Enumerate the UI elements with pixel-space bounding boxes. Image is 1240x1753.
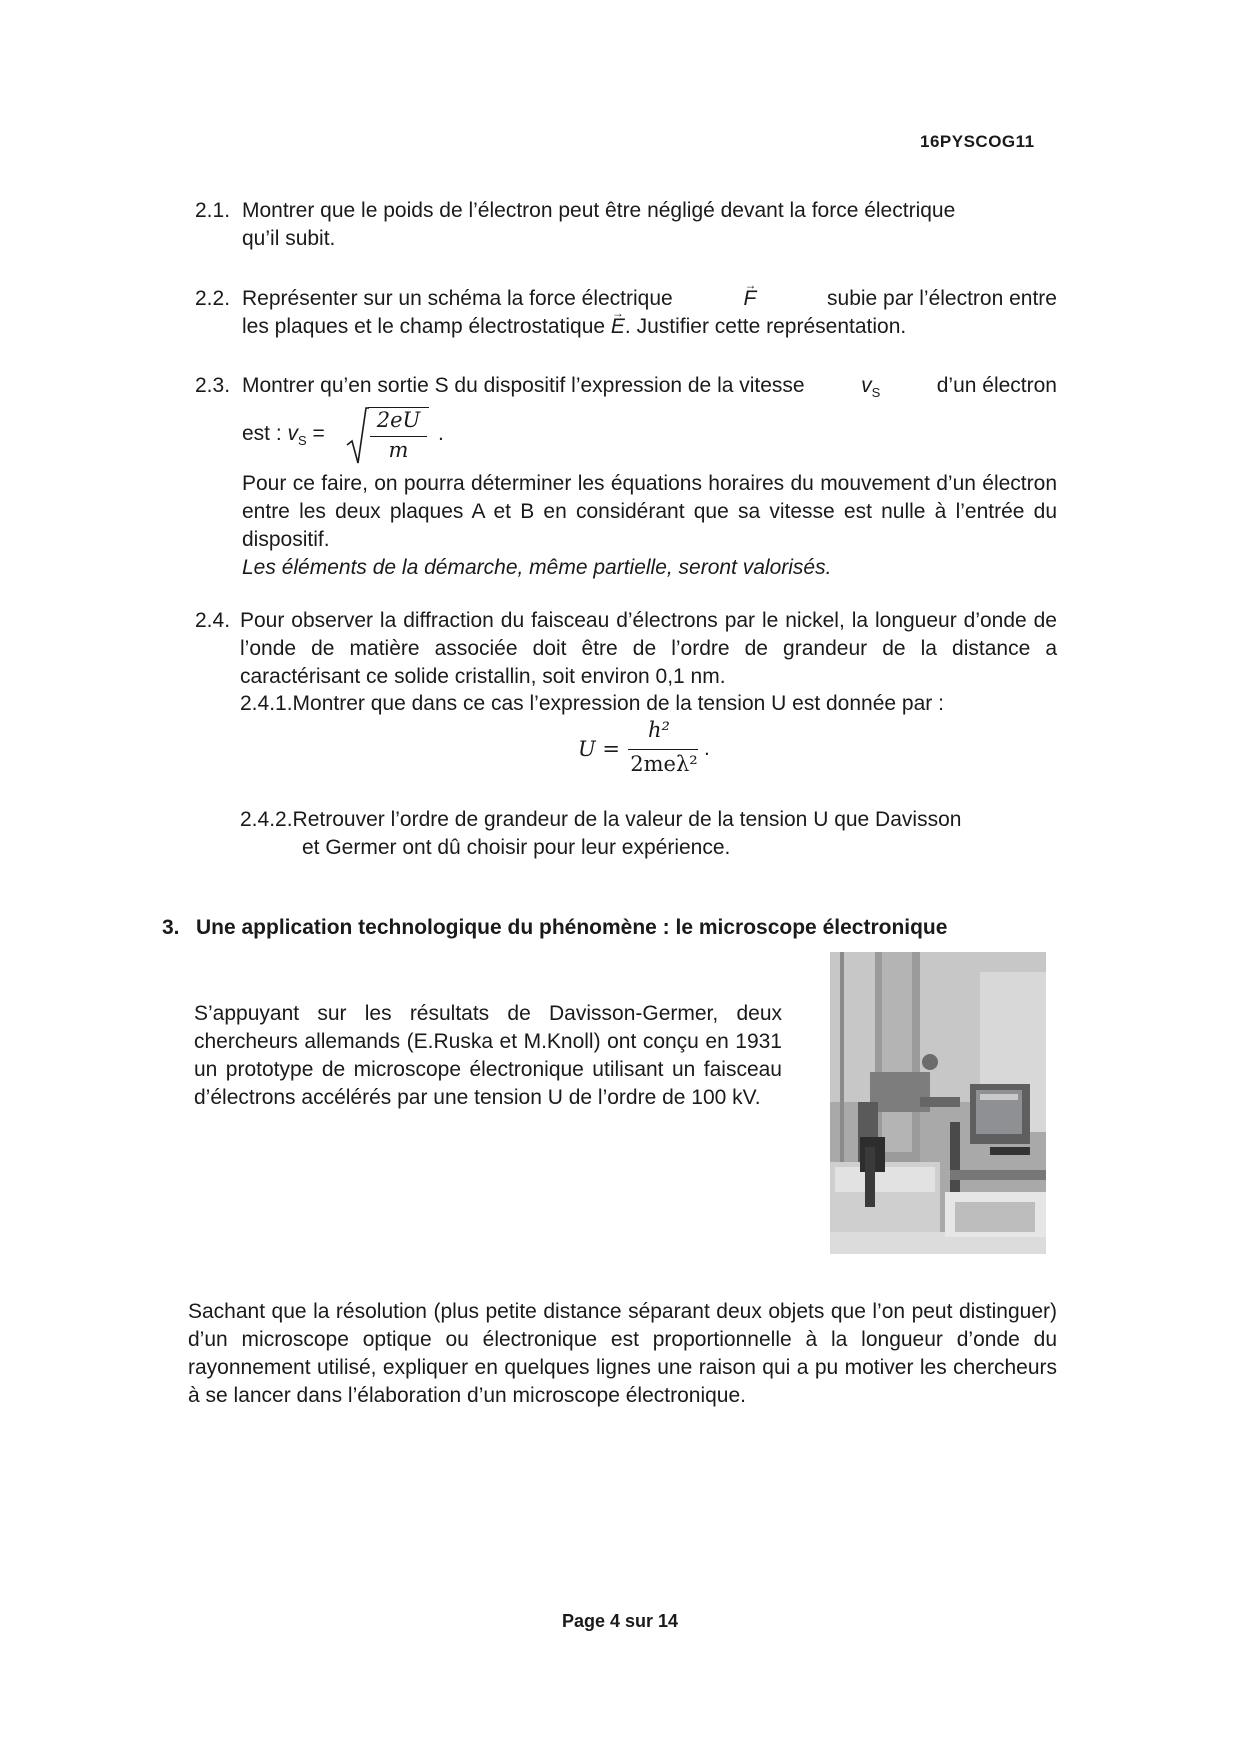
q22-part3: les plaques et le champ électrostatique — [242, 315, 606, 338]
formula-est-label: est : — [242, 422, 282, 445]
q22-part2: subie par l’électron entre — [827, 287, 1057, 310]
formula-u-period: . — [704, 737, 710, 760]
q21-line1: Montrer que le poids de l’électron peut être négligé devant la force électrique — [242, 199, 956, 222]
sqrt-fraction-bar — [370, 436, 427, 437]
q24-number: 2.4. — [195, 609, 231, 632]
formula-v-sub: S — [298, 433, 307, 449]
q23-line1 — [242, 372, 1057, 407]
formula-u-denominator: 2meλ² — [630, 752, 698, 776]
q242 — [240, 806, 1057, 862]
electron-microscope-photo — [830, 952, 1046, 1254]
page-number: Page 4 sur 14 — [561, 1611, 679, 1631]
q242-line1: Retrouver l’ordre de grandeur de la valeur de la tension U que Davisson — [292, 808, 962, 831]
q22-part4: . Justifier cette représentation. — [624, 315, 907, 338]
formula-u-bar — [628, 749, 698, 750]
q22-text — [242, 285, 1057, 341]
velocity-symbol: v — [861, 374, 872, 397]
formula-u-lhs: U = — [578, 737, 620, 761]
formula-v: v — [287, 422, 299, 445]
q23-italic-note: Les éléments de la démarche, même partielle, seront valorisés. — [242, 556, 832, 579]
q23-number: 2.3. — [195, 374, 231, 397]
q242-number: 2.4.2. — [240, 808, 293, 831]
velocity-subscript: S — [871, 385, 881, 401]
q21-number: 2.1. — [195, 199, 231, 222]
sqrt-fraction-denominator: m — [388, 438, 409, 462]
q21-text — [242, 197, 1057, 253]
document-code: 16PYSCOG11 — [920, 132, 1035, 151]
q22-part1: Représenter sur un schéma la force électrique — [242, 287, 673, 310]
q241-number: 2.4.1. — [240, 692, 293, 715]
formula-period: . — [438, 422, 444, 445]
section3-title: Une application technologique du phénomène : le microscope électronique — [196, 916, 948, 939]
tension-formula — [578, 718, 738, 778]
field-vector-symbol: → E — [611, 313, 625, 341]
q241-text: Montrer que dans ce cas l’expression de la tension U est donnée par : — [292, 692, 944, 715]
q23-line1-a: Montrer qu’en sortie S du dispositif l’expression de la vitesse — [242, 374, 805, 397]
formula-u-numerator: h² — [648, 718, 670, 742]
q22-number: 2.2. — [195, 287, 231, 310]
sqrt-fraction-numerator: 2eU — [376, 408, 421, 432]
section3-final-paragraph: Sachant que la résolution (plus petite distance séparant deux objets que l’on peut distinguer) d’un microscope optique ou électronique est proportionnelle à la longueur d’onde du rayonnement utilisé, expliquer en quelques lignes une raison qui a pu motiver les chercheurs à se lancer dans l’élaboration d’un microscope électronique. — [188, 1300, 1057, 1407]
q241 — [240, 690, 1057, 718]
force-vector-symbol: → F — [743, 285, 756, 313]
section3-number: 3. — [162, 916, 180, 939]
q23-paragraph: Pour ce faire, on pourra déterminer les équations horaires du mouvement d’un électron entre les deux plaques A et B en considérant que sa vitesse est nulle à l’entrée du dispositif. — [242, 472, 1057, 551]
section3-paragraph: S’appuyant sur les résultats de Davisson-Germer, deux chercheurs allemands (E.Ruska et M.Knoll) ont conçu en 1931 un prototype de microscope électronique utilisant un faisceau d’électrons accélérés par une tension U de l’ordre de 100 kV. — [194, 1002, 782, 1109]
q24-paragraph: Pour observer la diffraction du faisceau d’électrons par le nickel, la longueur d’onde de l’onde de matière associée doit être de l’ordre de grandeur de la distance a caractérisant ce solide cristallin, soit environ 0,1 nm. — [240, 609, 1057, 688]
formula-equals: = — [312, 422, 325, 445]
q242-line2: et Germer ont dû choisir pour leur expérience. — [302, 836, 731, 859]
q23-line1-b: d’un électron — [936, 374, 1057, 397]
q21-line2: qu’il subit. — [242, 227, 336, 250]
sqrt-symbol — [345, 407, 369, 465]
